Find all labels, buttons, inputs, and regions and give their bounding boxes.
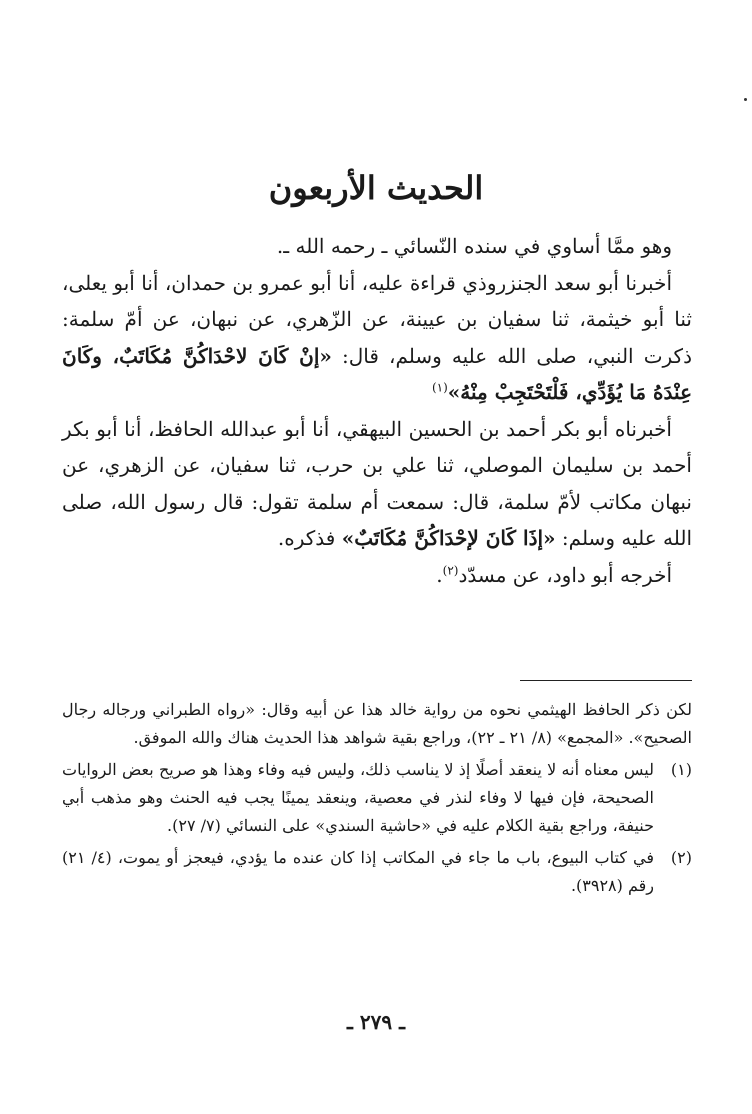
hadith-paragraph-1 [62,265,692,411]
hadith-quote: «إذَا كَانَ لإحْدَاكُنَّ مُكَاتَبٌ» [341,526,556,550]
intro-paragraph: وهو ممَّا أساوي في سنده النّسائي ـ رحمه الله ـ. [276,234,672,258]
hadith-paragraph-2 [62,411,692,557]
closing-text: فذكره. [277,526,342,550]
isnad-text: أخبرنا أبو سعد الجنزروذي قراءة عليه، أنا أبو عمرو بن حمدان، أنا أبو يعلى، ثنا أبو خيثمة، ثنا سفيان بن عيينة، عن الزّهري، عن نبهان، عن أمّ سلمة: ذكرت النبي، صلى الله عليه وسلم، قال: [62,270,692,368]
footnote-text: في كتاب البيوع، باب ما جاء في المكاتب إذا كان عنده ما يؤدي، فيعجز أو يموت، (٤/ ٢١) رقم (٣٩٢٨). [62,848,654,895]
footnotes [62,696,692,904]
scan-speck [744,98,747,101]
takhrij-paragraph [62,557,692,594]
footnote-separator [520,680,692,681]
footnote-item [62,756,692,840]
footnote-ref-2[interactable]: (٢) [442,562,459,577]
chapter-heading: الحديث الأربعون [268,169,484,207]
takhrij-text: أخرجه أبو داود، عن مسدّد [458,562,672,587]
footnote-number: (١) [670,760,692,779]
footnote-item [62,844,692,900]
main-text [62,228,692,593]
page-number: ـ ٢٧٩ ـ [347,1010,405,1034]
footnote-continuation: لكن ذكر الحافظ الهيثمي نحوه من رواية خالد هذا عن أبيه وقال: «رواه الطبراني ورجاله رجال الصحيح». «المجمع» (٨/ ٢١ ـ ٢٢)، وراجع بقية شواهد هذا الحديث هناك والله الموفق. [62,700,693,747]
isnad-text: أخبرناه أبو بكر أحمد بن الحسين البيهقي، أنا أبو عبدالله الحافظ، أنا أبو بكر أحمد بن سليمان الموصلي، ثنا علي بن حرب، ثنا سفيان، عن الزهري، عن نبهان مكاتب لأمّ سلمة، قال: سمعت أم سلمة تقول: قال رسول الله، صلى الله عليه وسلم: [62,416,692,550]
hadith-quote: «إنْ كَانَ لاحْدَاكُنَّ مُكَاتَبٌ، وكَانَ عِنْدَهُ مَا يُؤَدِّي، فَلْتَحْتَجِبْ مِنْهُ» [62,343,692,404]
closing-period: . [436,562,443,587]
footnote-ref-1[interactable]: (١) [431,380,448,395]
footnote-text: ليس معناه أنه لا ينعقد أصلًا إذ لا يناسب ذلك، وليس فيه وفاء وهذا هو صريح بعض الروايات الصحيحة، فإن فيها لا وفاء لنذر في معصية، وينعقد يمينًا يجب فيه الحنث وهو مذهب أبي حنيفة، وراجع بقية الكلام عليه في «حاشية السندي» على النسائي (٧/ ٢٧). [62,760,654,835]
footnote-number: (٢) [670,848,692,867]
